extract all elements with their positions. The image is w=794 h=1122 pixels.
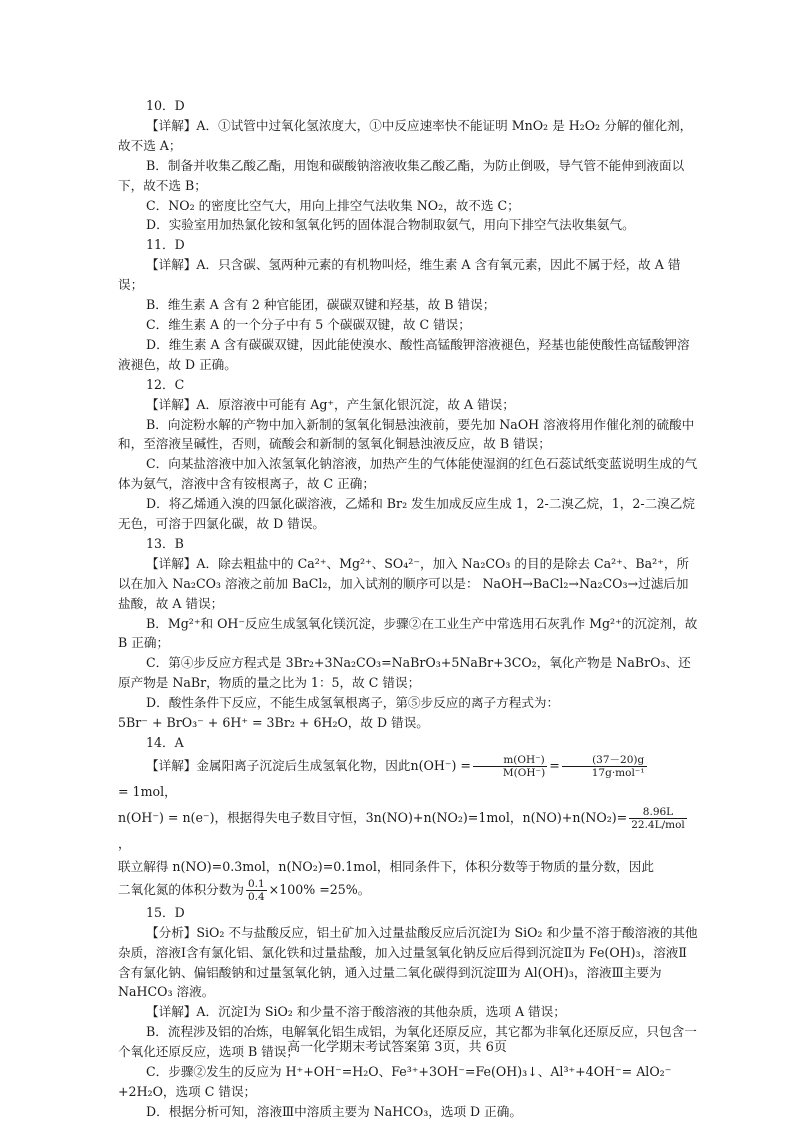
answer-label: 15．D [146,904,185,920]
answer-label: 10．D [146,98,185,113]
explanation-b: B．向淀粉水解的产物中加入新制的氢氧化铜悬浊液前，要先加 NaOH 溶液将用作催化剂的硫酸中和，至溶液呈碱性，否则，硫酸会和新制的氢氧化铜悬浊液反应，故 B 错误； [118,416,695,452]
text-segment: 二氧化氮的体积分数为 [118,881,244,897]
explanation-a: 【详解】A．沉淀Ⅰ为 SiO₂ 和少量不溶于酸溶液的其他杂质，选项 A 错误； [146,1004,566,1020]
explanation-line-2 [118,805,698,857]
question-12 [118,375,698,534]
question-11 [118,235,698,374]
fraction-mass-over-molar [473,754,547,779]
explanation-c: C．维生素 A 的一个分子中有 5 个碳碳双键，故 C 错误； [146,316,471,332]
explanation-a: 【详解】A．只含碳、氢两种元素的有机物叫烃，维生素 A 含有氧元素，因此不属于烃，故 A 错误； [118,257,681,293]
explanation-c: C．第④步反应方程式是 3Br₂+3Na₂CO₃=NaBrO₃+5NaBr+3CO₂，氧化产物是 NaBrO₃、还原产物是 NaBr，物质的量之比为 1：5，故 C 错误； [118,655,691,691]
text-segment: n(OH⁻) = n(e⁻)，根据得失电子数目守恒，3n(NO)+n(NO₂)=1mol，n(NO)+n(NO₂)= [118,809,628,825]
explanation-d: D．酸性条件下反应，不能生成氢氧根离子，第⑤步反应的离子方程式为： [146,695,560,711]
explanation-c: C．步骤②发生的反应为 H⁺+OH⁻=H₂O、Fe³⁺+3OH⁻=Fe(OH)₃↓、Al³⁺+4OH⁻= AlO₂⁻ +2H₂O，选项 C 错误； [118,1064,672,1099]
explanation-line-4 [118,877,698,903]
fraction-numerator: m(OH⁻) [473,754,547,767]
explanation-c: C．向某盐溶液中加入浓氢氧化钠溶液，加热产生的气体能使湿润的红色石蕊试纸变蓝说明生成的气体为氨气，溶液中含有铵根离子，故 C 正确； [118,456,698,492]
explanation-line-1 [118,753,698,805]
question-15 [118,903,698,1122]
fraction-value [562,754,647,779]
answer-content [118,96,698,1122]
explanation-d: D．实验室用加热氯化铵和氢氧化钙的固体混合物制取氨气，用向下排空气法收集氨气。 [146,217,635,233]
explanation-c: C．NO₂ 的密度比空气大，用向上排空气法收集 NO₂，故不选 C； [146,197,520,213]
answer-label: 14．A [146,735,184,750]
ionic-equation: 5Br⁻ + BrO₃⁻ + 6H⁺ = 3Br₂ + 6H₂O，故 D 错误。 [118,715,429,731]
fraction-ratio [246,878,267,903]
text-segment: ×100% =25%。 [268,881,371,897]
fraction-numerator: (37－20)g [562,754,647,767]
question-14 [118,733,698,903]
explanation-a: 【详解】A．①试管中过氧化氢浓度大，①中反应速率快不能证明 MnO₂ 是 H₂O₂ 分解的催化剂，故不选 A； [118,117,693,153]
answer-label: 11．D [146,237,185,253]
analysis: 【分析】SiO₂ 不与盐酸反应，铝土矿加入过量盐酸反应后沉淀Ⅰ为 SiO₂ 和少量不溶于酸溶液的其他杂质，溶液Ⅰ含有氯化铝、氯化铁和过量盐酸，加入过量氢氧化钠反应后得到沉淀Ⅱ为 Fe(OH)₃，溶液Ⅱ含有氯化钠、偏铝酸钠和过量氢氧化钠，通入过量二氧化碳得到沉淀Ⅲ为 Al(OH)₃，溶液Ⅲ主要为 NaHCO₃ 溶液。 [118,924,698,1000]
text-segment: 【详解】金属阳离子沉淀后生成氢氧化物，因此 [146,757,411,773]
text-segment: ， [118,835,131,851]
fraction-denominator: M(OH⁻) [502,766,546,779]
explanation-d: D．根据分析可知，溶液Ⅲ中溶质主要为 NaHCO₃，选项 D 正确。 [146,1103,522,1119]
explanation-a: 【详解】A．除去粗盐中的 Ca²⁺、Mg²⁺、SO₄²⁻，加入 Na₂CO₃ 的目的是除去 Ca²⁺、Ba²⁺，所以在加入 Na₂CO₃ 溶液之前加 BaCl₂，加入试剂的顺序可以是： NaOH→BaCl₂→Na₂CO₃→过滤后加盐酸，故 A 错误； [118,555,690,611]
explanation-line-3: 联立解得 n(NO)=0.3mol，n(NO₂)=0.1mol，相同条件下，体积分数等于物质的量分数，因此 [118,858,654,874]
explanation-d: D．维生素 A 含有碳碳双键，因此能使溴水、酸性高锰酸钾溶液褪色，羟基也能使酸性高锰酸钾溶液褪色，故 D 正确。 [118,336,690,372]
fraction-gas-volume [629,806,687,831]
question-13 [118,534,698,733]
explanation-b: B．流程涉及铝的冶炼，电解氧化铝生成铝，为氧化还原反应，其它都为非氧化还原反应，只包含一个氧化还原反应，选项 B 错误； [118,1024,697,1060]
fraction-numerator: 0.1 [247,877,265,890]
explanation-b: B．制备并收集乙酸乙酯，用饱和碳酸钠溶液收集乙酸乙酯，为防止倒吸，导气管不能伸到液面以下，故不选 B； [118,157,685,193]
formula-segment: n(OH⁻) = [410,757,471,773]
explanation-a: 【详解】A．原溶液中可能有 Ag⁺，产生氯化银沉淀，故 A 错误； [146,396,515,412]
answer-label: 13．B [146,535,184,551]
formula-segment: = 1mol， [118,783,177,799]
fraction-denominator: 0.4 [247,890,265,903]
fraction-numerator: 8.96L [629,806,687,819]
explanation-d: D．将乙烯通入溴的四氯化碳溶液，乙烯和 Br₂ 发生加成反应生成 1，2-二溴乙烷，1，2-二溴乙烷无色，可溶于四氯化碳，故 D 错误。 [118,496,695,532]
page-footer: 高一化学期末考试答案第 3页，共 6页 [287,1040,507,1055]
explanation-b: B．维生素 A 含有 2 种官能团，碳碳双键和羟基，故 B 错误； [146,297,496,313]
answer-label: 12．C [146,376,185,392]
question-10 [118,96,698,235]
explanation-b: B．Mg²⁺和 OH⁻反应生成氢氧化镁沉淀，步骤②在工业生产中常选用石灰乳作 Mg²⁺的沉淀剂，故 B 正确； [118,615,698,651]
fraction-denominator: 17g·mol⁻¹ [591,766,645,779]
equals-sign: = [549,757,560,773]
fraction-denominator: 22.4L/mol [631,818,685,831]
